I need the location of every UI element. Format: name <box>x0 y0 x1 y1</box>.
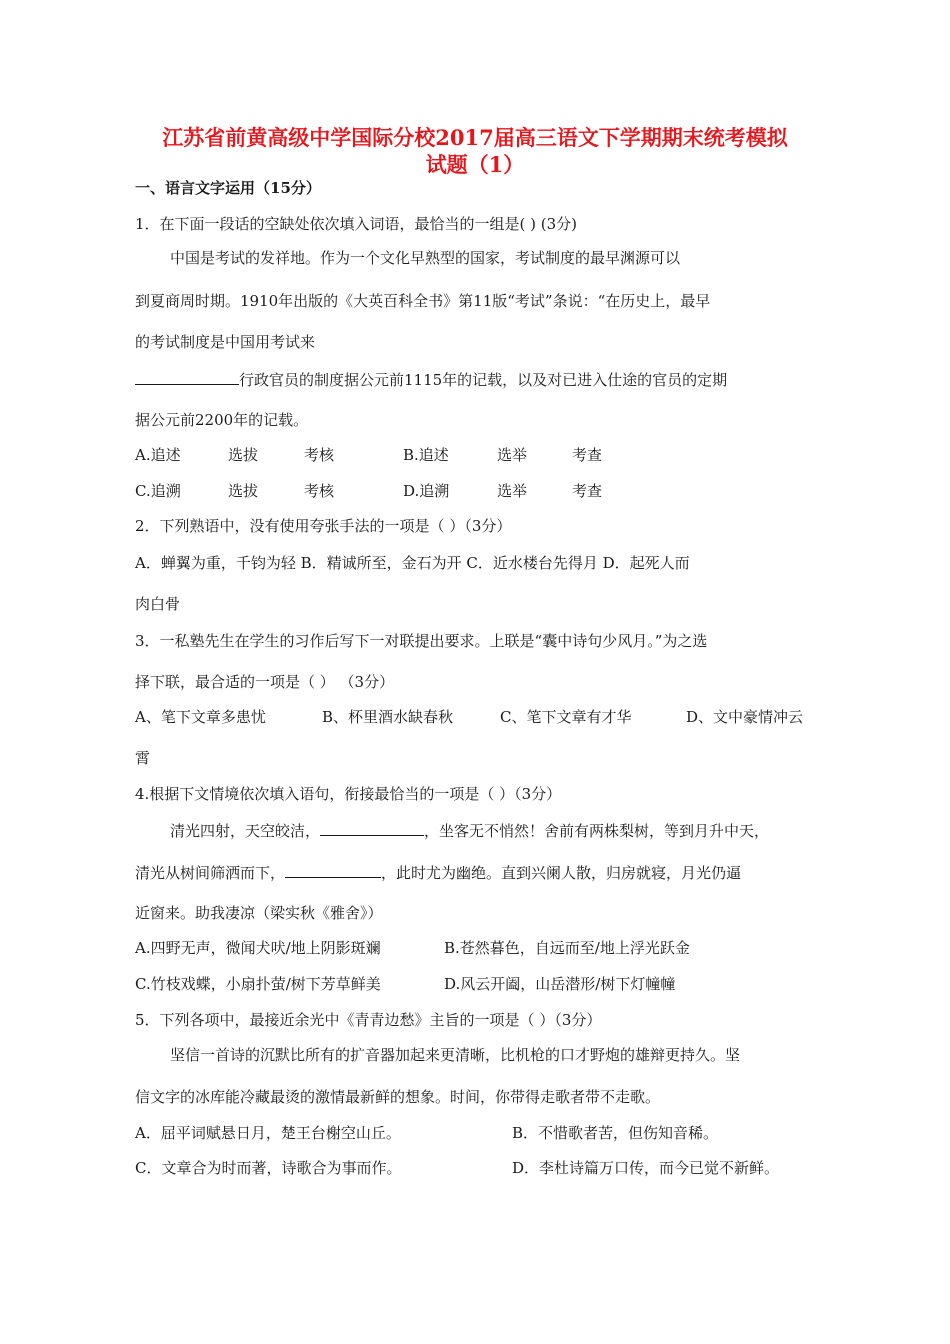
section-heading: 一、语言文字运用（15分） <box>135 179 321 197</box>
q3-option-a: A、笔下文章多患忧 <box>135 708 266 726</box>
q5-passage-line: 信文字的冰库能冷藏最烫的激情最新鲜的想象。时间，你带得走歌者带不走歌。 <box>135 1088 661 1106</box>
q2-options-cont: 肉白骨 <box>135 595 181 613</box>
q3-option-c: C、笔下文章有才华 <box>500 708 632 726</box>
q1-option-a-word: 考核 <box>304 446 335 464</box>
q5-option-d: D．李杜诗篇万口传，而今已觉不新鲜。 <box>512 1159 780 1177</box>
q3-stem: 3．一私塾先生在学生的习作后写下一对联提出要求。上联是“囊中诗句少风月。”为之选 <box>135 632 708 650</box>
q1-passage-line: 到夏商周时期。1910年出版的《大英百科全书》第11版“考试”条说：“在历史上，最早 <box>135 292 711 310</box>
q4-passage-line: 近窗来。助我凄凉（梁实秋《雅舍》） <box>135 904 383 922</box>
fill-blank <box>135 368 239 385</box>
q4-stem: 4.根据下文情境依次填入语句，衔接最恰当的一项是（ ）（3分） <box>135 785 562 803</box>
q4-passage-line: 清光四射，天空皎洁， ，坐客无不悄然！舍前有两株梨树，等到月升中天， <box>170 819 769 841</box>
q3-stem: 择下联，最合适的一项是（ ） （3分） <box>135 673 395 691</box>
q1-option-a-word: 选拔 <box>228 446 259 464</box>
q1-option-c-word: 考核 <box>304 482 335 500</box>
q1-stem: 1．在下面一段话的空缺处依次填入词语，最恰当的一组是( ) (3分) <box>135 215 578 233</box>
q1-option-d: D.追溯 <box>403 482 450 500</box>
q5-option-a: A．屈平词赋悬日月，楚王台榭空山丘。 <box>135 1124 401 1142</box>
q3-option-cont: 霄 <box>135 749 151 767</box>
q4-passage-line: 清光从树间筛洒而下， ，此时尤为幽绝。直到兴阑人散，归房就寝，月光仍逼 <box>135 861 741 883</box>
q5-stem: 5．下列各项中，最接近余光中《青青边愁》主旨的一项是（ ）（3分） <box>135 1011 602 1029</box>
q1-option-d-word: 选举 <box>497 482 528 500</box>
q1-option-a: A.追述 <box>135 446 181 464</box>
q3-option-b: B、杯里酒水缺春秋 <box>322 708 454 726</box>
q5-passage-line: 坚信一首诗的沉默比所有的扩音器加起来更清晰，比机枪的口才野炮的雄辩更持久。坚 <box>170 1046 741 1064</box>
q1-option-b: B.追述 <box>403 446 449 464</box>
q1-option-c: C.追溯 <box>135 482 181 500</box>
document-title-line1: 江苏省前黄高级中学国际分校2017届高三语文下学期期末统考模拟 <box>162 125 788 150</box>
q1-passage-line: 的考试制度是中国用考试来 <box>135 333 316 351</box>
q1-option-c-word: 选拔 <box>228 482 259 500</box>
fill-blank <box>285 861 381 878</box>
q1-passage-line <box>135 368 727 390</box>
q4-option-d: D.风云开阖，山岳潜形/树下灯幢幢 <box>444 975 676 993</box>
q3-option-d: D、文中豪情冲云 <box>686 708 804 726</box>
q2-stem: 2．下列熟语中，没有使用夸张手法的一项是（ ）（3分） <box>135 517 512 535</box>
q4-option-c: C.竹枝戏蝶，小扇扑萤/树下芳草鲜美 <box>135 975 381 993</box>
q1-option-b-word: 选举 <box>497 446 528 464</box>
fill-blank <box>320 819 424 836</box>
q1-option-b-word: 考查 <box>572 446 603 464</box>
document-title-line2: 试题（1） <box>425 152 525 177</box>
q5-option-b: B．不惜歌者苦，但伤知音稀。 <box>512 1124 719 1142</box>
q4-option-a: A.四野无声，微闻犬吠/地上阴影斑斓 <box>135 939 381 957</box>
q2-options: A．蝉翼为重，千钧为轻 B．精诚所至，金石为开 C．近水楼台先得月 D．起死人而 <box>135 554 690 572</box>
q4-option-b: B.苍然暮色，自远而至/地上浮光跃金 <box>444 939 690 957</box>
q5-option-c: C．文章合为时而著，诗歌合为事而作。 <box>135 1159 402 1177</box>
q1-passage-line: 据公元前2200年的记载。 <box>135 411 309 429</box>
q1-passage-line: 中国是考试的发祥地。作为一个文化早熟型的国家，考试制度的最早渊源可以 <box>170 249 681 267</box>
q1-option-d-word: 考查 <box>572 482 603 500</box>
q1-passage-text: 行政官员的制度据公元前1115年的记载，以及对已进入仕途的官员的定期 <box>239 371 728 389</box>
